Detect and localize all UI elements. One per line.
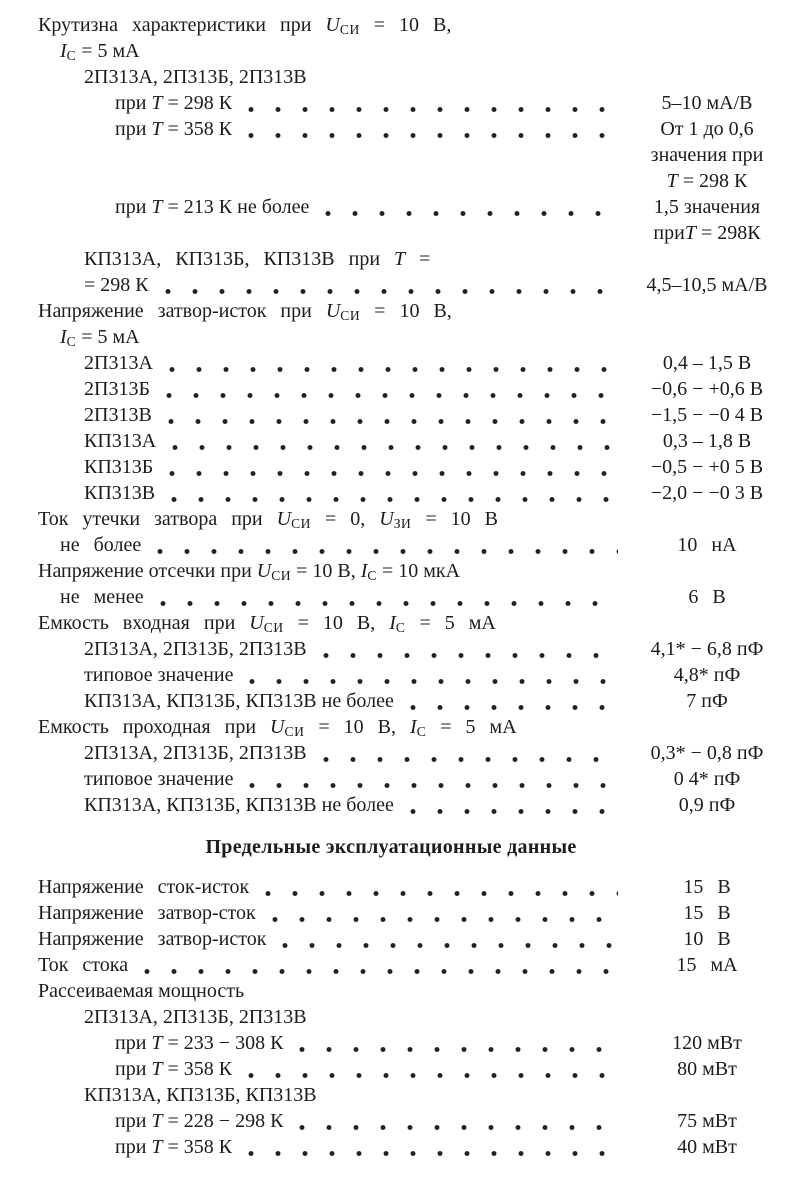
dot-leader	[249, 766, 618, 789]
spec-label: Ток утечки затвора при $U_{СИ} = 0$, $U_{ЗИ} = 10$ В	[38, 508, 498, 531]
spec-value-line: приT = 298К	[653, 222, 761, 244]
spec-label: Крутизна характеристики при $U_{СИ} = 10$ В,	[38, 14, 452, 37]
spec-row	[0, 532, 782, 558]
spec-label: типовое значение	[84, 768, 234, 790]
spec-row	[0, 558, 782, 584]
spec-value: −2,0 − −0 3 В	[650, 482, 764, 504]
spec-row	[0, 90, 782, 116]
spec-value	[632, 194, 782, 246]
spec-label: Емкость входная при $U_{СИ} = 10$ В, $I_С = 5$ мА	[38, 612, 496, 635]
spec-value: 0,4 – 1,5 В	[662, 352, 752, 374]
spec-value: 0,3 – 1,8 В	[662, 430, 752, 452]
spec-label: при T = 228 − 298 К	[115, 1110, 284, 1132]
dot-leader	[410, 688, 618, 711]
dot-leader	[144, 952, 618, 975]
spec-value: −0,5 − +0 5 В	[650, 456, 764, 478]
spec-value-line: T = 298 К	[666, 170, 748, 192]
spec-value: 75 мВт	[677, 1110, 737, 1132]
dot-leader	[249, 662, 618, 685]
spec-label: 2П313А, 2П313Б, 2П313В	[84, 66, 307, 88]
spec-label: = 298 К	[84, 274, 149, 296]
spec-value	[632, 116, 782, 194]
spec-row	[0, 1004, 782, 1030]
spec-row	[0, 926, 782, 952]
spec-label: типовое значение	[84, 664, 234, 686]
spec-row	[0, 874, 782, 900]
spec-label: $I_С = 5$ мА	[60, 326, 140, 349]
dot-leader	[160, 584, 618, 607]
spec-row	[0, 428, 782, 454]
spec-row	[0, 952, 782, 978]
spec-list-electrical	[0, 12, 782, 818]
spec-value: 4,8* пФ	[673, 664, 741, 686]
spec-value-line: От 1 до 0,6	[660, 118, 754, 140]
spec-value-line: 1,5 значения	[653, 196, 761, 218]
spec-value: 120 мВт	[672, 1032, 742, 1054]
spec-label: при T = 213 К не более	[115, 196, 310, 218]
dot-leader	[323, 636, 618, 659]
dot-leader	[168, 402, 618, 425]
dot-leader	[169, 350, 618, 373]
spec-row	[0, 662, 782, 688]
dot-leader	[265, 874, 618, 897]
spec-label: КП313Б	[84, 456, 154, 478]
spec-label: при T = 233 − 308 К	[115, 1032, 284, 1054]
spec-label: 2П313А	[84, 352, 153, 374]
spec-value-line: значения при	[650, 144, 764, 166]
spec-label: КП313В	[84, 482, 156, 504]
spec-row	[0, 610, 782, 636]
spec-row	[0, 480, 782, 506]
spec-row	[0, 792, 782, 818]
spec-label: Напряжение затвор-исток при $U_{СИ} = 10$ В,	[38, 300, 452, 323]
spec-row	[0, 12, 782, 38]
spec-value: 10 нА	[677, 534, 737, 556]
spec-value: 5–10 мА/В	[661, 92, 753, 114]
spec-label: не менее	[60, 586, 144, 608]
spec-label: Напряжение затвор-сток	[38, 902, 256, 924]
spec-label: при T = 298 К	[115, 92, 233, 114]
spec-label: КП313А, КП313Б, КП313В не более	[84, 690, 394, 712]
dot-leader	[299, 1030, 618, 1053]
dot-leader	[323, 740, 618, 763]
spec-row	[0, 740, 782, 766]
spec-value: 15 В	[683, 876, 731, 898]
spec-row	[0, 116, 782, 194]
spec-label: $I_С = 5$ мА	[60, 40, 140, 63]
spec-row	[0, 38, 782, 64]
spec-row	[0, 1056, 782, 1082]
spec-label: КП313А, КП313Б, КП313В не более	[84, 794, 394, 816]
spec-label: Напряжение отсечки при $U_{СИ} = 10$ В, $I_С = 10$ мкА	[38, 560, 461, 583]
spec-row	[0, 1108, 782, 1134]
spec-row	[0, 298, 782, 324]
spec-label: 2П313А, 2П313Б, 2П313В	[84, 638, 307, 660]
spec-row	[0, 246, 782, 272]
spec-value: −1,5 − −0 4 В	[650, 404, 764, 426]
spec-row	[0, 584, 782, 610]
spec-label: Напряжение сток-исток	[38, 876, 250, 898]
spec-row	[0, 900, 782, 926]
spec-value: 6 В	[688, 586, 726, 608]
spec-row	[0, 506, 782, 532]
spec-value: 40 мВт	[677, 1136, 737, 1158]
dot-leader	[272, 900, 618, 923]
spec-label: 2П313А, 2П313Б, 2П313В	[84, 742, 307, 764]
spec-label: Рассеиваемая мощность	[38, 980, 245, 1002]
dot-leader	[282, 926, 618, 949]
spec-label: КП313А, КП313Б, КП313В	[84, 1084, 317, 1106]
spec-label: не более	[60, 534, 142, 556]
spec-row	[0, 978, 782, 1004]
spec-row	[0, 1030, 782, 1056]
spec-row	[0, 194, 782, 246]
spec-value: −0,6 − +0,6 В	[650, 378, 764, 400]
spec-label: КП313А, КП313Б, КП313В при T =	[84, 248, 431, 270]
dot-leader	[172, 428, 618, 451]
dot-leader	[165, 272, 618, 295]
spec-label: при T = 358 К	[115, 1136, 233, 1158]
section-heading: Предельные эксплуатационные данные	[205, 836, 577, 858]
dot-leader	[166, 376, 618, 399]
spec-value: 15 В	[683, 902, 731, 924]
spec-row	[0, 272, 782, 298]
spec-value: 0,9 пФ	[678, 794, 736, 816]
spec-row	[0, 454, 782, 480]
spec-row	[0, 1134, 782, 1160]
spec-row	[0, 636, 782, 662]
spec-label: 2П313Б	[84, 378, 150, 400]
spec-label: КП313А	[84, 430, 157, 452]
spec-row	[0, 376, 782, 402]
spec-row	[0, 324, 782, 350]
dot-leader	[299, 1108, 618, 1131]
spec-row	[0, 766, 782, 792]
dot-leader	[171, 480, 618, 503]
spec-value: 80 мВт	[677, 1058, 737, 1080]
spec-row	[0, 688, 782, 714]
spec-label: Ток стока	[38, 954, 129, 976]
dot-leader	[248, 90, 618, 113]
spec-value: 0,3* − 0,8 пФ	[650, 742, 764, 764]
spec-label: при T = 358 К	[115, 118, 233, 140]
spec-label: 2П313А, 2П313Б, 2П313В	[84, 1006, 307, 1028]
spec-label: Емкость проходная при $U_{СИ} = 10$ В, $I_С = 5$ мА	[38, 716, 517, 739]
spec-label: при T = 358 К	[115, 1058, 233, 1080]
dot-leader	[410, 792, 618, 815]
spec-value: 15 мА	[676, 954, 738, 976]
dot-leader	[248, 116, 618, 139]
spec-value: 10 В	[683, 928, 731, 950]
spec-row	[0, 350, 782, 376]
spec-label: Напряжение затвор-исток	[38, 928, 267, 950]
spec-row	[0, 1082, 782, 1108]
spec-value: 7 пФ	[686, 690, 728, 712]
spec-row	[0, 64, 782, 90]
spec-value: 4,1* − 6,8 пФ	[650, 638, 764, 660]
dot-leader	[325, 194, 618, 217]
spec-row	[0, 402, 782, 428]
spec-row	[0, 714, 782, 740]
spec-value: 0 4* пФ	[673, 768, 741, 790]
spec-label: 2П313В	[84, 404, 152, 426]
dot-leader	[169, 454, 618, 477]
dot-leader	[157, 532, 618, 555]
spec-list-limits	[0, 874, 782, 1160]
dot-leader	[248, 1056, 618, 1079]
spec-value: 4,5–10,5 мА/В	[646, 274, 768, 296]
dot-leader	[248, 1134, 618, 1157]
